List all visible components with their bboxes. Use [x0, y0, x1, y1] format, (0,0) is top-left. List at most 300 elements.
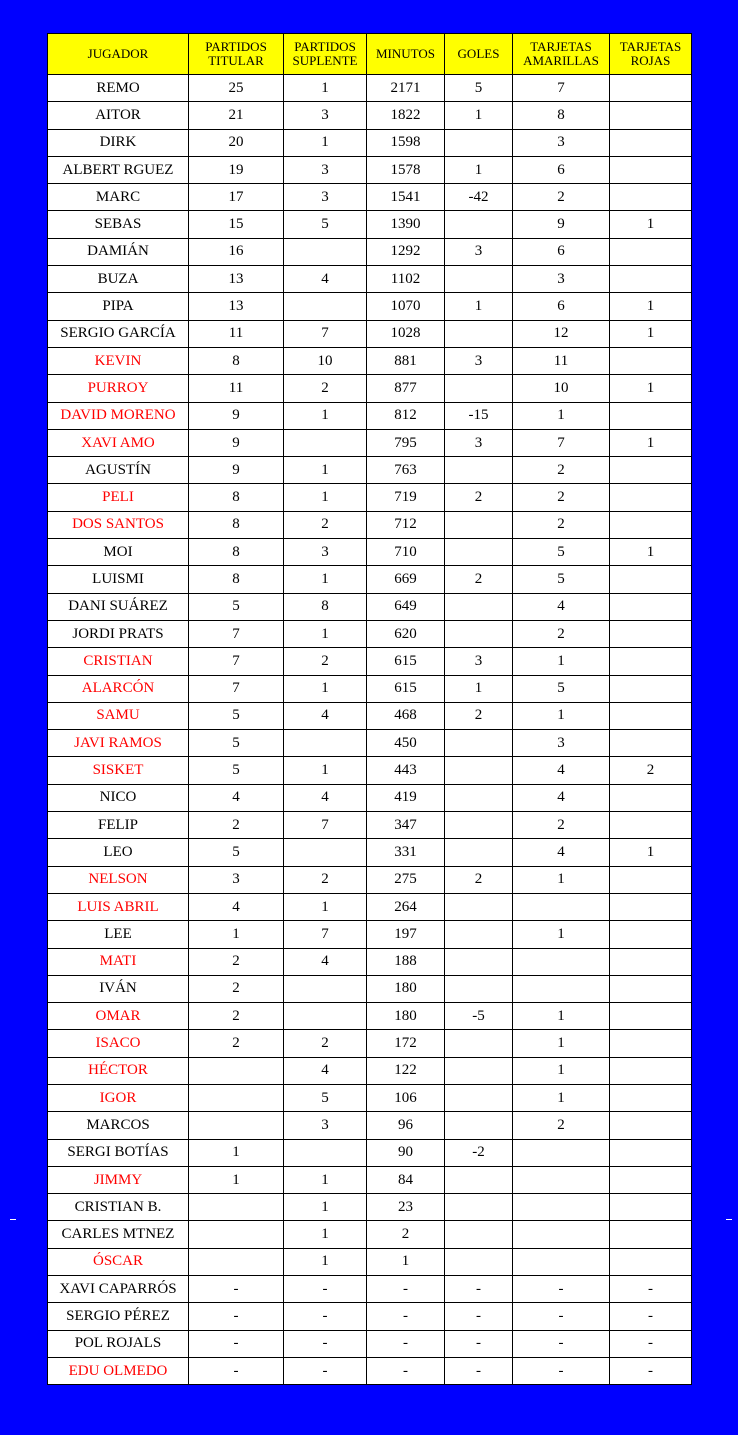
- tarjetas-amarillas-cell: [513, 1166, 610, 1193]
- tarjetas-rojas-cell: [610, 566, 692, 593]
- partidos-titular-cell: [189, 1112, 284, 1139]
- tarjetas-amarillas-cell: 2: [513, 484, 610, 511]
- partidos-titular-cell: 3: [189, 866, 284, 893]
- table-row: [48, 184, 692, 211]
- player-name-cell: AGUSTÍN: [48, 457, 189, 484]
- tarjetas-amarillas-cell: 1: [513, 648, 610, 675]
- partidos-titular-cell: 2: [189, 1030, 284, 1057]
- tarjetas-rojas-cell: [610, 1139, 692, 1166]
- partidos-suplente-cell: 1: [284, 484, 367, 511]
- tarjetas-rojas-cell: [610, 975, 692, 1002]
- left-edge-mark: [10, 1219, 16, 1220]
- partidos-suplente-cell: 4: [284, 1057, 367, 1084]
- minutos-cell: 1598: [367, 129, 445, 156]
- minutos-cell: 96: [367, 1112, 445, 1139]
- player-name-cell: LUIS ABRIL: [48, 893, 189, 920]
- goles-cell: [445, 730, 513, 757]
- table-row: [48, 375, 692, 402]
- tarjetas-rojas-cell: 1: [610, 320, 692, 347]
- tarjetas-amarillas-cell: [513, 1139, 610, 1166]
- minutos-cell: 615: [367, 675, 445, 702]
- tarjetas-amarillas-cell: 6: [513, 238, 610, 265]
- table-row: [48, 975, 692, 1002]
- tarjetas-rojas-cell: [610, 812, 692, 839]
- player-name-cell: IVÁN: [48, 975, 189, 1002]
- table-row: [48, 784, 692, 811]
- tarjetas-rojas-cell: 1: [610, 839, 692, 866]
- tarjetas-amarillas-cell: 6: [513, 156, 610, 183]
- goles-cell: [445, 266, 513, 293]
- partidos-suplente-cell: 3: [284, 102, 367, 129]
- table-row: [48, 593, 692, 620]
- minutos-cell: 2: [367, 1221, 445, 1248]
- player-name-cell: PIPA: [48, 293, 189, 320]
- header-minutos: MINUTOS: [367, 34, 445, 75]
- minutos-cell: 275: [367, 866, 445, 893]
- goles-cell: 2: [445, 866, 513, 893]
- goles-cell: 3: [445, 648, 513, 675]
- tarjetas-rojas-cell: [610, 948, 692, 975]
- minutos-cell: 649: [367, 593, 445, 620]
- tarjetas-amarillas-cell: -: [513, 1357, 610, 1384]
- player-name-cell: OMAR: [48, 1003, 189, 1030]
- partidos-suplente-cell: 2: [284, 1030, 367, 1057]
- partidos-titular-cell: 25: [189, 75, 284, 102]
- table-row: [48, 948, 692, 975]
- partidos-titular-cell: 5: [189, 757, 284, 784]
- tarjetas-amarillas-cell: 5: [513, 566, 610, 593]
- partidos-titular-cell: 9: [189, 402, 284, 429]
- table-row: [48, 156, 692, 183]
- player-name-cell: KEVIN: [48, 347, 189, 374]
- table-row: [48, 1139, 692, 1166]
- goles-cell: [445, 839, 513, 866]
- minutos-cell: 331: [367, 839, 445, 866]
- tarjetas-amarillas-cell: 5: [513, 675, 610, 702]
- partidos-suplente-cell: 1: [284, 1248, 367, 1275]
- table-row: [48, 1248, 692, 1275]
- tarjetas-amarillas-cell: 7: [513, 75, 610, 102]
- tarjetas-amarillas-cell: 1: [513, 1084, 610, 1111]
- tarjetas-rojas-cell: [610, 730, 692, 757]
- table-row: [48, 757, 692, 784]
- goles-cell: -: [445, 1357, 513, 1384]
- player-name-cell: LEO: [48, 839, 189, 866]
- partidos-titular-cell: 7: [189, 620, 284, 647]
- minutos-cell: -: [367, 1357, 445, 1384]
- player-name-cell: JAVI RAMOS: [48, 730, 189, 757]
- player-name-cell: AITOR: [48, 102, 189, 129]
- tarjetas-rojas-cell: -: [610, 1330, 692, 1357]
- partidos-titular-cell: [189, 1221, 284, 1248]
- goles-cell: [445, 1084, 513, 1111]
- goles-cell: 3: [445, 347, 513, 374]
- tarjetas-amarillas-cell: 1: [513, 402, 610, 429]
- goles-cell: -5: [445, 1003, 513, 1030]
- player-name-cell: MATI: [48, 948, 189, 975]
- partidos-titular-cell: 4: [189, 784, 284, 811]
- minutos-cell: -: [367, 1303, 445, 1330]
- minutos-cell: 1102: [367, 266, 445, 293]
- tarjetas-rojas-cell: [610, 1057, 692, 1084]
- tarjetas-rojas-cell: [610, 402, 692, 429]
- tarjetas-rojas-cell: [610, 1003, 692, 1030]
- tarjetas-amarillas-cell: 2: [513, 812, 610, 839]
- partidos-suplente-cell: 1: [284, 566, 367, 593]
- partidos-suplente-cell: [284, 975, 367, 1002]
- goles-cell: -: [445, 1303, 513, 1330]
- minutos-cell: 881: [367, 347, 445, 374]
- partidos-titular-cell: 5: [189, 839, 284, 866]
- player-name-cell: XAVI CAPARRÓS: [48, 1276, 189, 1303]
- goles-cell: [445, 784, 513, 811]
- goles-cell: [445, 511, 513, 538]
- partidos-suplente-cell: [284, 730, 367, 757]
- player-name-cell: ALBERT RGUEZ: [48, 156, 189, 183]
- goles-cell: -15: [445, 402, 513, 429]
- table-row: [48, 102, 692, 129]
- partidos-suplente-cell: 2: [284, 511, 367, 538]
- right-edge-mark: [726, 1219, 732, 1220]
- table-row: [48, 566, 692, 593]
- partidos-suplente-cell: -: [284, 1303, 367, 1330]
- partidos-suplente-cell: 1: [284, 402, 367, 429]
- header-goles: GOLES: [445, 34, 513, 75]
- tarjetas-rojas-cell: [610, 593, 692, 620]
- tarjetas-rojas-cell: -: [610, 1276, 692, 1303]
- tarjetas-rojas-cell: [610, 1030, 692, 1057]
- goles-cell: 2: [445, 566, 513, 593]
- minutos-cell: 172: [367, 1030, 445, 1057]
- tarjetas-amarillas-cell: 1: [513, 866, 610, 893]
- partidos-titular-cell: -: [189, 1330, 284, 1357]
- goles-cell: [445, 539, 513, 566]
- minutos-cell: 264: [367, 893, 445, 920]
- partidos-suplente-cell: 3: [284, 184, 367, 211]
- tarjetas-amarillas-cell: [513, 948, 610, 975]
- goles-cell: 5: [445, 75, 513, 102]
- goles-cell: [445, 921, 513, 948]
- tarjetas-amarillas-cell: 3: [513, 730, 610, 757]
- header-tarjetas-rojas: TARJETAS ROJAS: [610, 34, 692, 75]
- goles-cell: [445, 1030, 513, 1057]
- partidos-titular-cell: 8: [189, 539, 284, 566]
- tarjetas-rojas-cell: 1: [610, 375, 692, 402]
- partidos-titular-cell: 8: [189, 511, 284, 538]
- partidos-titular-cell: 1: [189, 1139, 284, 1166]
- tarjetas-amarillas-cell: [513, 1248, 610, 1275]
- tarjetas-amarillas-cell: [513, 975, 610, 1002]
- tarjetas-amarillas-cell: 4: [513, 757, 610, 784]
- partidos-titular-cell: -: [189, 1357, 284, 1384]
- table-row: [48, 1276, 692, 1303]
- tarjetas-rojas-cell: [610, 784, 692, 811]
- partidos-titular-cell: 2: [189, 1003, 284, 1030]
- tarjetas-amarillas-cell: 4: [513, 784, 610, 811]
- tarjetas-amarillas-cell: 1: [513, 921, 610, 948]
- partidos-titular-cell: 11: [189, 375, 284, 402]
- player-name-cell: SERGIO PÉREZ: [48, 1303, 189, 1330]
- partidos-titular-cell: 7: [189, 648, 284, 675]
- partidos-suplente-cell: 4: [284, 948, 367, 975]
- table-row: [48, 1194, 692, 1221]
- goles-cell: -2: [445, 1139, 513, 1166]
- player-name-cell: SERGIO GARCÍA: [48, 320, 189, 347]
- partidos-titular-cell: 19: [189, 156, 284, 183]
- player-name-cell: CARLES MTNEZ: [48, 1221, 189, 1248]
- tarjetas-rojas-cell: [610, 511, 692, 538]
- minutos-cell: 1292: [367, 238, 445, 265]
- partidos-titular-cell: 15: [189, 211, 284, 238]
- tarjetas-amarillas-cell: 1: [513, 1057, 610, 1084]
- header-partidos-titular: PARTIDOS TITULAR: [189, 34, 284, 75]
- minutos-cell: 90: [367, 1139, 445, 1166]
- goles-cell: -42: [445, 184, 513, 211]
- partidos-titular-cell: 13: [189, 293, 284, 320]
- tarjetas-rojas-cell: [610, 648, 692, 675]
- partidos-titular-cell: 17: [189, 184, 284, 211]
- player-name-cell: DIRK: [48, 129, 189, 156]
- table-body: [48, 75, 692, 1385]
- header-partidos-suplente: PARTIDOS SUPLENTE: [284, 34, 367, 75]
- player-name-cell: DOS SANTOS: [48, 511, 189, 538]
- tarjetas-rojas-cell: -: [610, 1303, 692, 1330]
- partidos-suplente-cell: 10: [284, 347, 367, 374]
- player-name-cell: HÉCTOR: [48, 1057, 189, 1084]
- minutos-cell: 122: [367, 1057, 445, 1084]
- player-stats-table: [47, 33, 692, 1385]
- tarjetas-amarillas-cell: -: [513, 1330, 610, 1357]
- tarjetas-rojas-cell: 1: [610, 211, 692, 238]
- player-name-cell: PURROY: [48, 375, 189, 402]
- tarjetas-amarillas-cell: 2: [513, 620, 610, 647]
- partidos-titular-cell: [189, 1248, 284, 1275]
- tarjetas-amarillas-cell: 1: [513, 1030, 610, 1057]
- partidos-titular-cell: 2: [189, 975, 284, 1002]
- goles-cell: [445, 1166, 513, 1193]
- tarjetas-rojas-cell: [610, 347, 692, 374]
- player-name-cell: MOI: [48, 539, 189, 566]
- partidos-suplente-cell: 1: [284, 1221, 367, 1248]
- table-row: [48, 921, 692, 948]
- tarjetas-rojas-cell: 1: [610, 429, 692, 456]
- tarjetas-rojas-cell: [610, 675, 692, 702]
- minutos-cell: 180: [367, 975, 445, 1002]
- minutos-cell: 1070: [367, 293, 445, 320]
- goles-cell: [445, 757, 513, 784]
- partidos-titular-cell: -: [189, 1276, 284, 1303]
- table-row: [48, 75, 692, 102]
- partidos-titular-cell: 16: [189, 238, 284, 265]
- partidos-suplente-cell: 3: [284, 1112, 367, 1139]
- goles-cell: [445, 893, 513, 920]
- tarjetas-rojas-cell: [610, 1166, 692, 1193]
- partidos-suplente-cell: 1: [284, 757, 367, 784]
- minutos-cell: -: [367, 1330, 445, 1357]
- tarjetas-amarillas-cell: 2: [513, 511, 610, 538]
- tarjetas-rojas-cell: -: [610, 1357, 692, 1384]
- header-jugador: JUGADOR: [48, 34, 189, 75]
- tarjetas-rojas-cell: 1: [610, 293, 692, 320]
- tarjetas-amarillas-cell: 2: [513, 184, 610, 211]
- goles-cell: [445, 1112, 513, 1139]
- player-name-cell: IGOR: [48, 1084, 189, 1111]
- table-row: [48, 893, 692, 920]
- tarjetas-rojas-cell: [610, 129, 692, 156]
- tarjetas-amarillas-cell: 2: [513, 1112, 610, 1139]
- partidos-titular-cell: [189, 1057, 284, 1084]
- partidos-suplente-cell: 1: [284, 1166, 367, 1193]
- tarjetas-amarillas-cell: 1: [513, 1003, 610, 1030]
- partidos-suplente-cell: 4: [284, 702, 367, 729]
- player-name-cell: SERGI BOTÍAS: [48, 1139, 189, 1166]
- partidos-titular-cell: 11: [189, 320, 284, 347]
- player-name-cell: ÓSCAR: [48, 1248, 189, 1275]
- player-name-cell: MARCOS: [48, 1112, 189, 1139]
- minutos-cell: -: [367, 1276, 445, 1303]
- partidos-titular-cell: 9: [189, 429, 284, 456]
- partidos-titular-cell: 20: [189, 129, 284, 156]
- minutos-cell: 877: [367, 375, 445, 402]
- player-name-cell: SEBAS: [48, 211, 189, 238]
- minutos-cell: 419: [367, 784, 445, 811]
- tarjetas-rojas-cell: [610, 1221, 692, 1248]
- goles-cell: 1: [445, 675, 513, 702]
- tarjetas-amarillas-cell: -: [513, 1276, 610, 1303]
- partidos-suplente-cell: [284, 293, 367, 320]
- table-row: [48, 429, 692, 456]
- goles-cell: [445, 948, 513, 975]
- minutos-cell: 106: [367, 1084, 445, 1111]
- tarjetas-amarillas-cell: 5: [513, 539, 610, 566]
- tarjetas-amarillas-cell: 9: [513, 211, 610, 238]
- tarjetas-rojas-cell: [610, 484, 692, 511]
- partidos-titular-cell: 1: [189, 1166, 284, 1193]
- table-row: [48, 511, 692, 538]
- partidos-suplente-cell: 4: [284, 784, 367, 811]
- goles-cell: -: [445, 1276, 513, 1303]
- tarjetas-rojas-cell: [610, 1112, 692, 1139]
- player-name-cell: JORDI PRATS: [48, 620, 189, 647]
- player-name-cell: ISACO: [48, 1030, 189, 1057]
- goles-cell: 3: [445, 429, 513, 456]
- table-row: [48, 347, 692, 374]
- tarjetas-amarillas-cell: 10: [513, 375, 610, 402]
- partidos-suplente-cell: 3: [284, 156, 367, 183]
- table-row: [48, 1221, 692, 1248]
- partidos-suplente-cell: 7: [284, 921, 367, 948]
- tarjetas-rojas-cell: [610, 620, 692, 647]
- partidos-titular-cell: 13: [189, 266, 284, 293]
- goles-cell: 2: [445, 484, 513, 511]
- player-name-cell: BUZA: [48, 266, 189, 293]
- minutos-cell: 188: [367, 948, 445, 975]
- partidos-suplente-cell: -: [284, 1276, 367, 1303]
- goles-cell: [445, 457, 513, 484]
- table-row: [48, 648, 692, 675]
- tarjetas-amarillas-cell: 11: [513, 347, 610, 374]
- tarjetas-amarillas-cell: -: [513, 1303, 610, 1330]
- table-row: [48, 1112, 692, 1139]
- minutos-cell: 347: [367, 812, 445, 839]
- partidos-suplente-cell: -: [284, 1330, 367, 1357]
- partidos-suplente-cell: 7: [284, 320, 367, 347]
- partidos-titular-cell: -: [189, 1303, 284, 1330]
- player-name-cell: SISKET: [48, 757, 189, 784]
- minutos-cell: 450: [367, 730, 445, 757]
- player-name-cell: POL ROJALS: [48, 1330, 189, 1357]
- player-name-cell: LUISMI: [48, 566, 189, 593]
- table-row: [48, 866, 692, 893]
- goles-cell: -: [445, 1330, 513, 1357]
- tarjetas-rojas-cell: [610, 156, 692, 183]
- tarjetas-rojas-cell: [610, 238, 692, 265]
- minutos-cell: 710: [367, 539, 445, 566]
- partidos-suplente-cell: 1: [284, 620, 367, 647]
- goles-cell: [445, 1194, 513, 1221]
- player-name-cell: DANI SUÁREZ: [48, 593, 189, 620]
- partidos-suplente-cell: 1: [284, 129, 367, 156]
- tarjetas-amarillas-cell: 2: [513, 457, 610, 484]
- minutos-cell: 443: [367, 757, 445, 784]
- player-name-cell: LEE: [48, 921, 189, 948]
- player-name-cell: JIMMY: [48, 1166, 189, 1193]
- partidos-titular-cell: [189, 1084, 284, 1111]
- goles-cell: [445, 812, 513, 839]
- partidos-titular-cell: 5: [189, 593, 284, 620]
- table-row: [48, 1084, 692, 1111]
- player-name-cell: DAVID MORENO: [48, 402, 189, 429]
- partidos-suplente-cell: [284, 238, 367, 265]
- partidos-suplente-cell: 3: [284, 539, 367, 566]
- partidos-titular-cell: 2: [189, 948, 284, 975]
- tarjetas-rojas-cell: 1: [610, 539, 692, 566]
- table-row: [48, 812, 692, 839]
- goles-cell: [445, 1221, 513, 1248]
- table-row: [48, 1030, 692, 1057]
- table-row: [48, 675, 692, 702]
- minutos-cell: 1578: [367, 156, 445, 183]
- minutos-cell: 1390: [367, 211, 445, 238]
- player-name-cell: ALARCÓN: [48, 675, 189, 702]
- table-row: [48, 1057, 692, 1084]
- goles-cell: 1: [445, 293, 513, 320]
- table-row: [48, 211, 692, 238]
- tarjetas-amarillas-cell: 8: [513, 102, 610, 129]
- partidos-titular-cell: 9: [189, 457, 284, 484]
- minutos-cell: 2171: [367, 75, 445, 102]
- partidos-suplente-cell: 5: [284, 1084, 367, 1111]
- goles-cell: [445, 593, 513, 620]
- tarjetas-rojas-cell: [610, 266, 692, 293]
- partidos-suplente-cell: 2: [284, 866, 367, 893]
- goles-cell: [445, 129, 513, 156]
- table-row: [48, 702, 692, 729]
- partidos-titular-cell: 8: [189, 566, 284, 593]
- table-row: [48, 484, 692, 511]
- partidos-suplente-cell: 5: [284, 211, 367, 238]
- minutos-cell: 615: [367, 648, 445, 675]
- player-name-cell: PELI: [48, 484, 189, 511]
- partidos-titular-cell: 1: [189, 921, 284, 948]
- player-name-cell: MARC: [48, 184, 189, 211]
- table-row: [48, 539, 692, 566]
- table-row: [48, 1330, 692, 1357]
- minutos-cell: 1: [367, 1248, 445, 1275]
- table-row: [48, 1166, 692, 1193]
- tarjetas-rojas-cell: [610, 893, 692, 920]
- table-row: [48, 266, 692, 293]
